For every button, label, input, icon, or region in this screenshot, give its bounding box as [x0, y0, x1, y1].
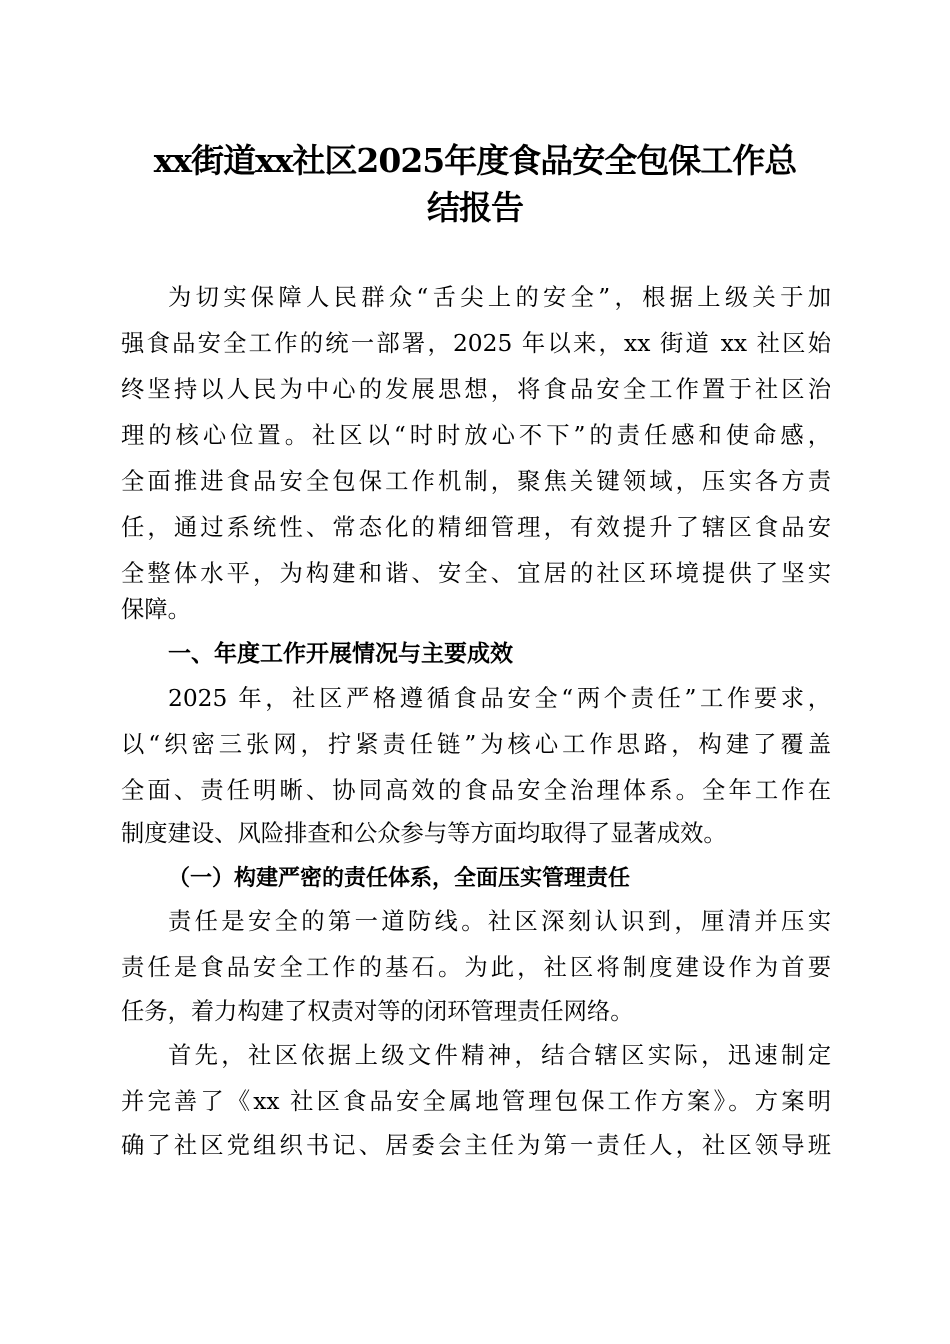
text-line: 任务，着力构建了权责对等的闭环管理责任网络。	[121, 998, 634, 1025]
text-line: 为切实保障人民群众“舌尖上的安全”，根据上级关于加	[168, 284, 831, 311]
text-line: 任，通过系统性、常态化的精细管理，有效提升了辖区食品安	[121, 514, 831, 541]
text-line: 责任是安全的第一道防线。社区深刻认识到，厘清并压实	[168, 908, 831, 935]
document-title-line-2: 结报告	[427, 188, 523, 227]
text-line: 全整体水平，为构建和谐、安全、宜居的社区环境提供了坚实	[121, 560, 831, 587]
text-line: 理的核心位置。社区以“时时放心不下”的责任感和使命感，	[121, 422, 831, 449]
text-line: 确了社区党组织书记、居委会主任为第一责任人，社区领导班	[121, 1132, 831, 1159]
document-title-line-1: xx街道xx社区2025年度食品安全包保工作总	[153, 141, 797, 180]
text-line: 以“织密三张网，拧紧责任链”为核心工作思路，构建了覆盖	[121, 731, 831, 758]
text-line: 全面、责任明晰、协同高效的食品安全治理体系。全年工作在	[121, 777, 831, 804]
text-line: 首先，社区依据上级文件精神，结合辖区实际，迅速制定	[168, 1042, 831, 1069]
text-line: 强食品安全工作的统一部署，2025 年以来，xx 街道 xx 社区始	[121, 330, 831, 357]
text-line: 保障。	[121, 596, 191, 623]
subsection-heading: （一）构建严密的责任体系，全面压实管理责任	[168, 865, 631, 891]
text-line: 制度建设、风险排查和公众参与等方面均取得了显著成效。	[121, 820, 727, 847]
text-line: 2025 年，社区严格遵循食品安全“两个责任”工作要求，	[168, 685, 831, 712]
text-line: 责任是食品安全工作的基石。为此，社区将制度建设作为首要	[121, 954, 831, 981]
text-line: 终坚持以人民为中心的发展思想，将食品安全工作置于社区治	[121, 376, 831, 403]
text-line: 并完善了《xx 社区食品安全属地管理包保工作方案》。方案明	[121, 1088, 831, 1115]
text-line: 全面推进食品安全包保工作机制，聚焦关键领域，压实各方责	[121, 468, 831, 495]
section-heading: 一、年度工作开展情况与主要成效	[168, 641, 513, 667]
